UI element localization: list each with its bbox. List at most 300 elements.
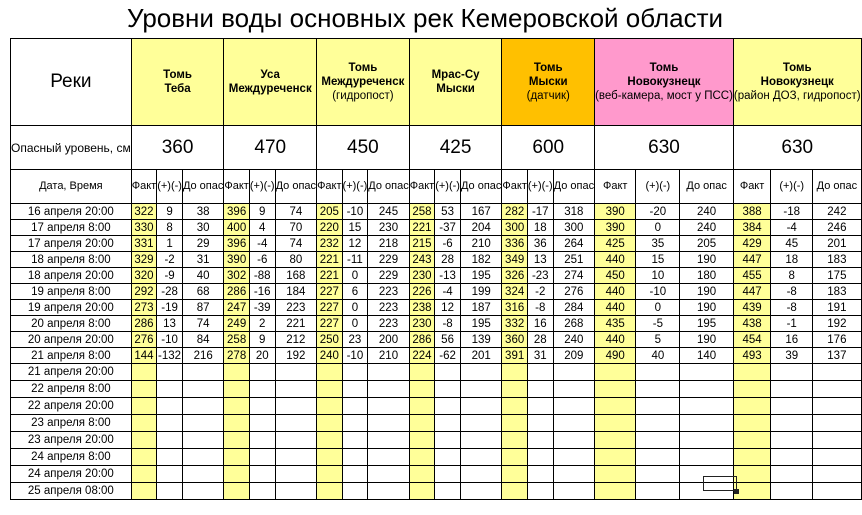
fact-cell[interactable]: 240 — [317, 348, 342, 364]
remaining-cell[interactable]: 184 — [275, 284, 316, 300]
change-cell[interactable] — [157, 415, 183, 432]
remaining-cell[interactable]: 190 — [680, 300, 734, 316]
change-cell[interactable]: -132 — [158, 349, 182, 362]
fact-cell[interactable] — [502, 415, 527, 432]
change-cell[interactable]: -10 — [636, 284, 680, 300]
change-cell[interactable]: 15 — [636, 252, 680, 268]
change-cell[interactable]: 12 — [435, 300, 461, 316]
fact-cell[interactable]: 435 — [595, 316, 636, 332]
change-cell[interactable] — [342, 381, 368, 398]
remaining-cell[interactable]: 284 — [553, 300, 594, 316]
change-cell[interactable]: 0 — [342, 316, 368, 332]
row-datetime[interactable]: 17 апреля 8:00 — [11, 220, 132, 236]
fact-cell[interactable] — [595, 415, 636, 432]
change-cell[interactable]: 28 — [527, 332, 553, 348]
change-cell[interactable]: -4 — [435, 284, 461, 300]
remaining-cell[interactable]: 223 — [368, 284, 409, 300]
row-datetime[interactable]: 20 апреля 20:00 — [11, 332, 132, 348]
fact-cell[interactable]: 292 — [131, 284, 156, 300]
remaining-cell[interactable]: 180 — [680, 268, 734, 284]
fact-cell[interactable]: 302 — [224, 268, 249, 284]
remaining-cell[interactable] — [460, 466, 501, 483]
change-cell[interactable]: -6 — [249, 252, 275, 268]
remaining-cell[interactable]: 74 — [182, 316, 223, 332]
change-cell[interactable] — [342, 415, 368, 432]
change-cell[interactable]: 39 — [771, 348, 813, 364]
fact-cell[interactable]: 438 — [733, 316, 770, 332]
change-cell[interactable]: -1 — [771, 316, 813, 332]
change-cell[interactable] — [435, 415, 461, 432]
fact-cell[interactable]: 250 — [317, 332, 342, 348]
change-cell[interactable]: 13 — [157, 316, 183, 332]
change-cell[interactable]: 0 — [342, 300, 368, 316]
remaining-cell[interactable]: 183 — [813, 284, 861, 300]
fact-cell[interactable]: 332 — [502, 316, 527, 332]
fact-cell[interactable] — [595, 449, 636, 466]
change-cell[interactable] — [157, 364, 183, 381]
remaining-cell[interactable]: 199 — [460, 284, 501, 300]
row-datetime[interactable]: 22 апреля 20:00 — [11, 398, 132, 415]
change-cell[interactable] — [527, 449, 553, 466]
change-cell[interactable]: -28 — [157, 284, 183, 300]
remaining-cell[interactable]: 205 — [680, 236, 734, 252]
fact-cell[interactable] — [224, 449, 249, 466]
change-cell[interactable] — [527, 432, 553, 449]
change-cell[interactable]: -18 — [771, 204, 813, 220]
remaining-cell[interactable]: 240 — [680, 220, 734, 236]
change-cell[interactable] — [342, 364, 368, 381]
remaining-cell[interactable]: 245 — [368, 204, 409, 220]
remaining-cell[interactable] — [553, 415, 594, 432]
fact-cell[interactable] — [502, 466, 527, 483]
fact-cell[interactable]: 221 — [317, 268, 342, 284]
remaining-cell[interactable]: 216 — [182, 348, 223, 364]
change-cell[interactable] — [435, 398, 461, 415]
remaining-cell[interactable] — [813, 449, 861, 466]
fact-cell[interactable] — [131, 449, 156, 466]
active-cell-selection[interactable] — [703, 476, 737, 491]
change-cell[interactable] — [435, 381, 461, 398]
change-cell[interactable] — [435, 466, 461, 483]
remaining-cell[interactable] — [275, 466, 316, 483]
remaining-cell[interactable] — [553, 364, 594, 381]
change-cell[interactable] — [636, 466, 680, 483]
remaining-cell[interactable] — [813, 381, 861, 398]
fact-cell[interactable] — [317, 449, 342, 466]
fact-cell[interactable]: 429 — [733, 236, 770, 252]
row-datetime[interactable]: 18 апреля 20:00 — [11, 268, 132, 284]
remaining-cell[interactable] — [182, 432, 223, 449]
fact-cell[interactable] — [317, 432, 342, 449]
remaining-cell[interactable]: 190 — [680, 332, 734, 348]
fact-cell[interactable] — [502, 364, 527, 381]
fact-cell[interactable]: 390 — [224, 252, 249, 268]
remaining-cell[interactable]: 229 — [368, 268, 409, 284]
change-cell[interactable] — [771, 381, 813, 398]
remaining-cell[interactable] — [368, 483, 409, 500]
remaining-cell[interactable]: 218 — [368, 236, 409, 252]
change-cell[interactable] — [636, 398, 680, 415]
fact-cell[interactable]: 227 — [317, 316, 342, 332]
change-cell[interactable]: -8 — [435, 316, 461, 332]
fact-cell[interactable] — [409, 432, 434, 449]
remaining-cell[interactable]: 175 — [813, 268, 861, 284]
remaining-cell[interactable]: 204 — [460, 220, 501, 236]
remaining-cell[interactable]: 38 — [182, 204, 223, 220]
change-cell[interactable]: -10 — [342, 204, 368, 220]
row-datetime[interactable]: 20 апреля 8:00 — [11, 316, 132, 332]
remaining-cell[interactable]: 223 — [275, 300, 316, 316]
fact-cell[interactable] — [409, 381, 434, 398]
change-cell[interactable]: 6 — [342, 284, 368, 300]
change-cell[interactable]: 56 — [435, 332, 461, 348]
change-cell[interactable]: 10 — [636, 268, 680, 284]
remaining-cell[interactable]: 167 — [460, 204, 501, 220]
remaining-cell[interactable]: 195 — [460, 316, 501, 332]
remaining-cell[interactable]: 242 — [813, 204, 861, 220]
fact-cell[interactable] — [595, 381, 636, 398]
change-cell[interactable] — [771, 483, 813, 500]
change-cell[interactable]: 9 — [249, 332, 275, 348]
remaining-cell[interactable]: 300 — [553, 220, 594, 236]
change-cell[interactable] — [249, 466, 275, 483]
change-cell[interactable]: -17 — [527, 204, 553, 220]
fact-cell[interactable] — [317, 483, 342, 500]
change-cell[interactable]: 35 — [636, 236, 680, 252]
remaining-cell[interactable] — [553, 381, 594, 398]
row-datetime[interactable]: 23 апреля 8:00 — [11, 415, 132, 432]
remaining-cell[interactable] — [368, 381, 409, 398]
fact-cell[interactable]: 238 — [409, 300, 434, 316]
change-cell[interactable] — [342, 398, 368, 415]
fact-cell[interactable]: 249 — [224, 316, 249, 332]
change-cell[interactable]: 8 — [771, 268, 813, 284]
change-cell[interactable] — [771, 415, 813, 432]
fact-cell[interactable]: 490 — [595, 348, 636, 364]
remaining-cell[interactable]: 74 — [275, 204, 316, 220]
remaining-cell[interactable]: 223 — [368, 316, 409, 332]
remaining-cell[interactable]: 240 — [680, 204, 734, 220]
fact-cell[interactable]: 455 — [733, 268, 770, 284]
change-cell[interactable]: -37 — [435, 220, 461, 236]
fact-cell[interactable] — [502, 432, 527, 449]
remaining-cell[interactable]: 192 — [813, 316, 861, 332]
remaining-cell[interactable] — [553, 432, 594, 449]
remaining-cell[interactable]: 209 — [553, 348, 594, 364]
row-datetime[interactable]: 23 апреля 20:00 — [11, 432, 132, 449]
change-cell[interactable] — [527, 398, 553, 415]
remaining-cell[interactable]: 139 — [460, 332, 501, 348]
change-cell[interactable] — [249, 415, 275, 432]
fact-cell[interactable] — [131, 432, 156, 449]
change-cell[interactable] — [527, 381, 553, 398]
change-cell[interactable] — [771, 398, 813, 415]
change-cell[interactable]: 8 — [157, 220, 183, 236]
remaining-cell[interactable] — [275, 364, 316, 381]
change-cell[interactable] — [342, 432, 368, 449]
change-cell[interactable] — [249, 483, 275, 500]
remaining-cell[interactable] — [368, 449, 409, 466]
fact-cell[interactable] — [224, 364, 249, 381]
fact-cell[interactable]: 331 — [131, 236, 156, 252]
remaining-cell[interactable]: 70 — [275, 220, 316, 236]
remaining-cell[interactable]: 176 — [813, 332, 861, 348]
fact-cell[interactable] — [733, 381, 770, 398]
change-cell[interactable]: 0 — [636, 300, 680, 316]
change-cell[interactable] — [249, 398, 275, 415]
change-cell[interactable]: -4 — [771, 220, 813, 236]
remaining-cell[interactable] — [680, 432, 734, 449]
fact-cell[interactable] — [409, 449, 434, 466]
fact-cell[interactable]: 390 — [595, 220, 636, 236]
remaining-cell[interactable]: 195 — [680, 316, 734, 332]
fact-cell[interactable] — [409, 466, 434, 483]
fact-cell[interactable]: 326 — [502, 268, 527, 284]
fact-cell[interactable] — [131, 466, 156, 483]
fact-cell[interactable]: 454 — [733, 332, 770, 348]
change-cell[interactable]: -16 — [249, 284, 275, 300]
remaining-cell[interactable]: 200 — [368, 332, 409, 348]
change-cell[interactable]: -8 — [527, 300, 553, 316]
change-cell[interactable]: -23 — [527, 268, 553, 284]
fact-cell[interactable] — [409, 398, 434, 415]
remaining-cell[interactable]: 187 — [460, 300, 501, 316]
change-cell[interactable]: -2 — [527, 284, 553, 300]
fact-cell[interactable] — [733, 483, 770, 500]
remaining-cell[interactable]: 80 — [275, 252, 316, 268]
fact-cell[interactable]: 400 — [224, 220, 249, 236]
fact-cell[interactable]: 221 — [317, 252, 342, 268]
remaining-cell[interactable]: 140 — [680, 348, 734, 364]
change-cell[interactable] — [771, 466, 813, 483]
remaining-cell[interactable] — [460, 381, 501, 398]
change-cell[interactable] — [157, 449, 183, 466]
row-datetime[interactable]: 18 апреля 8:00 — [11, 252, 132, 268]
change-cell[interactable] — [435, 432, 461, 449]
row-datetime[interactable]: 16 апреля 20:00 — [11, 204, 132, 220]
change-cell[interactable] — [249, 432, 275, 449]
fact-cell[interactable] — [131, 364, 156, 381]
change-cell[interactable]: 20 — [249, 348, 275, 364]
remaining-cell[interactable] — [680, 449, 734, 466]
fact-cell[interactable] — [224, 432, 249, 449]
row-datetime[interactable]: 21 апреля 8:00 — [11, 348, 132, 364]
row-datetime[interactable]: 19 апреля 20:00 — [11, 300, 132, 316]
change-cell[interactable]: -39 — [249, 300, 275, 316]
remaining-cell[interactable]: 195 — [460, 268, 501, 284]
fact-cell[interactable]: 282 — [502, 204, 527, 220]
change-cell[interactable]: 15 — [342, 220, 368, 236]
remaining-cell[interactable] — [182, 449, 223, 466]
remaining-cell[interactable]: 223 — [368, 300, 409, 316]
remaining-cell[interactable] — [460, 432, 501, 449]
remaining-cell[interactable] — [813, 432, 861, 449]
remaining-cell[interactable]: 221 — [275, 316, 316, 332]
remaining-cell[interactable] — [680, 415, 734, 432]
remaining-cell[interactable] — [368, 398, 409, 415]
fact-cell[interactable] — [733, 466, 770, 483]
row-datetime[interactable]: 24 апреля 8:00 — [11, 449, 132, 466]
change-cell[interactable]: -6 — [435, 236, 461, 252]
fill-handle[interactable] — [734, 489, 739, 494]
change-cell[interactable]: 2 — [249, 316, 275, 332]
remaining-cell[interactable]: 190 — [680, 284, 734, 300]
fact-cell[interactable]: 390 — [595, 204, 636, 220]
fact-cell[interactable] — [733, 432, 770, 449]
change-cell[interactable]: 31 — [527, 348, 553, 364]
change-cell[interactable] — [157, 466, 183, 483]
remaining-cell[interactable] — [813, 483, 861, 500]
fact-cell[interactable]: 330 — [131, 220, 156, 236]
row-datetime[interactable]: 19 апреля 8:00 — [11, 284, 132, 300]
change-cell[interactable]: 12 — [342, 236, 368, 252]
fact-cell[interactable] — [409, 364, 434, 381]
remaining-cell[interactable] — [553, 483, 594, 500]
change-cell[interactable]: 36 — [527, 236, 553, 252]
fact-cell[interactable] — [733, 415, 770, 432]
change-cell[interactable]: 13 — [527, 252, 553, 268]
remaining-cell[interactable]: 230 — [368, 220, 409, 236]
change-cell[interactable] — [771, 449, 813, 466]
remaining-cell[interactable]: 183 — [813, 252, 861, 268]
fact-cell[interactable]: 324 — [502, 284, 527, 300]
remaining-cell[interactable]: 84 — [182, 332, 223, 348]
change-cell[interactable] — [249, 449, 275, 466]
fact-cell[interactable]: 258 — [409, 204, 434, 220]
fact-cell[interactable]: 329 — [131, 252, 156, 268]
fact-cell[interactable] — [224, 466, 249, 483]
remaining-cell[interactable] — [460, 483, 501, 500]
fact-cell[interactable]: 388 — [733, 204, 770, 220]
row-datetime[interactable]: 24 апреля 20:00 — [11, 466, 132, 483]
remaining-cell[interactable] — [182, 381, 223, 398]
remaining-cell[interactable] — [368, 466, 409, 483]
change-cell[interactable] — [636, 449, 680, 466]
change-cell[interactable]: -8 — [771, 284, 813, 300]
remaining-cell[interactable]: 240 — [553, 332, 594, 348]
fact-cell[interactable]: 493 — [733, 348, 770, 364]
remaining-cell[interactable] — [813, 364, 861, 381]
fact-cell[interactable]: 440 — [595, 252, 636, 268]
fact-cell[interactable] — [317, 381, 342, 398]
change-cell[interactable]: 0 — [636, 220, 680, 236]
fact-cell[interactable] — [224, 381, 249, 398]
change-cell[interactable] — [435, 364, 461, 381]
remaining-cell[interactable] — [182, 466, 223, 483]
remaining-cell[interactable]: 31 — [182, 252, 223, 268]
change-cell[interactable]: 5 — [636, 332, 680, 348]
change-cell[interactable] — [342, 466, 368, 483]
fact-cell[interactable]: 220 — [317, 220, 342, 236]
change-cell[interactable]: -62 — [435, 348, 461, 364]
change-cell[interactable]: -13 — [435, 268, 461, 284]
remaining-cell[interactable] — [460, 398, 501, 415]
remaining-cell[interactable] — [460, 415, 501, 432]
fact-cell[interactable]: 221 — [409, 220, 434, 236]
change-cell[interactable]: 45 — [771, 236, 813, 252]
remaining-cell[interactable]: 276 — [553, 284, 594, 300]
fact-cell[interactable]: 316 — [502, 300, 527, 316]
fact-cell[interactable]: 144 — [131, 348, 156, 364]
fact-cell[interactable] — [502, 398, 527, 415]
change-cell[interactable]: 18 — [771, 252, 813, 268]
remaining-cell[interactable]: 268 — [553, 316, 594, 332]
remaining-cell[interactable]: 40 — [182, 268, 223, 284]
fact-cell[interactable]: 391 — [502, 348, 527, 364]
remaining-cell[interactable] — [553, 449, 594, 466]
remaining-cell[interactable] — [813, 466, 861, 483]
fact-cell[interactable]: 243 — [409, 252, 434, 268]
change-cell[interactable] — [636, 483, 680, 500]
fact-cell[interactable]: 226 — [409, 284, 434, 300]
change-cell[interactable]: 9 — [249, 204, 275, 220]
change-cell[interactable]: -5 — [636, 316, 680, 332]
fact-cell[interactable] — [131, 415, 156, 432]
change-cell[interactable] — [249, 364, 275, 381]
fact-cell[interactable] — [502, 483, 527, 500]
fact-cell[interactable] — [409, 415, 434, 432]
remaining-cell[interactable]: 274 — [553, 268, 594, 284]
remaining-cell[interactable] — [182, 398, 223, 415]
remaining-cell[interactable]: 137 — [813, 348, 861, 364]
change-cell[interactable]: 16 — [527, 316, 553, 332]
change-cell[interactable]: -19 — [157, 300, 183, 316]
remaining-cell[interactable] — [275, 398, 316, 415]
remaining-cell[interactable] — [813, 415, 861, 432]
remaining-cell[interactable]: 210 — [368, 348, 409, 364]
change-cell[interactable]: -8 — [771, 300, 813, 316]
remaining-cell[interactable]: 201 — [460, 348, 501, 364]
change-cell[interactable]: 40 — [636, 348, 680, 364]
fact-cell[interactable] — [317, 466, 342, 483]
remaining-cell[interactable] — [368, 364, 409, 381]
row-datetime[interactable]: 25 апреля 08:00 — [11, 483, 132, 500]
fact-cell[interactable] — [224, 483, 249, 500]
change-cell[interactable]: -88 — [249, 268, 275, 284]
fact-cell[interactable]: 440 — [595, 300, 636, 316]
change-cell[interactable] — [435, 449, 461, 466]
fact-cell[interactable]: 384 — [733, 220, 770, 236]
fact-cell[interactable]: 232 — [317, 236, 342, 252]
fact-cell[interactable]: 278 — [224, 348, 249, 364]
remaining-cell[interactable]: 30 — [182, 220, 223, 236]
remaining-cell[interactable] — [553, 466, 594, 483]
remaining-cell[interactable]: 210 — [460, 236, 501, 252]
fact-cell[interactable] — [131, 381, 156, 398]
change-cell[interactable]: 16 — [771, 332, 813, 348]
fact-cell[interactable]: 227 — [317, 284, 342, 300]
remaining-cell[interactable] — [182, 415, 223, 432]
fact-cell[interactable] — [224, 398, 249, 415]
fact-cell[interactable] — [317, 364, 342, 381]
fact-cell[interactable] — [733, 398, 770, 415]
remaining-cell[interactable] — [275, 432, 316, 449]
change-cell[interactable]: 28 — [435, 252, 461, 268]
fact-cell[interactable]: 247 — [224, 300, 249, 316]
change-cell[interactable] — [527, 364, 553, 381]
change-cell[interactable] — [636, 364, 680, 381]
fact-cell[interactable] — [595, 432, 636, 449]
change-cell[interactable]: 18 — [527, 220, 553, 236]
remaining-cell[interactable]: 191 — [813, 300, 861, 316]
fact-cell[interactable]: 440 — [595, 332, 636, 348]
fact-cell[interactable] — [131, 483, 156, 500]
fact-cell[interactable] — [409, 483, 434, 500]
fact-cell[interactable]: 396 — [224, 236, 249, 252]
fact-cell[interactable]: 286 — [409, 332, 434, 348]
fact-cell[interactable] — [733, 449, 770, 466]
fact-cell[interactable]: 439 — [733, 300, 770, 316]
